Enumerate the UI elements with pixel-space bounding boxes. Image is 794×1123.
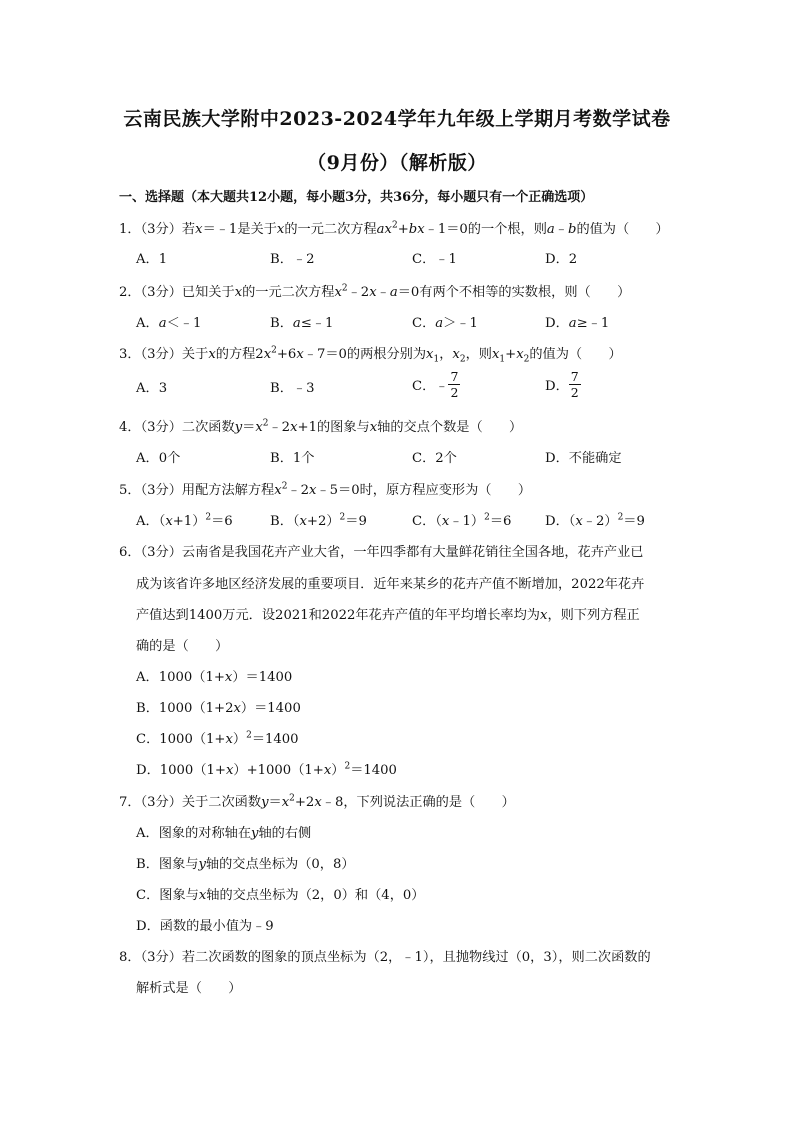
question-6-line4: 确的是（ ）: [136, 639, 229, 654]
q7-option-d: D．函数的最小值为﹣9: [136, 919, 274, 934]
question-2: 2．（3分）已知关于x的一元二次方程$x^2﹣2x﹣a=0$有两个不相等的实数根，则（ ）: [119, 283, 631, 300]
fraction: $\frac{7}{2}$: [450, 369, 459, 400]
q7-option-b: B．图象与y轴的交点坐标为（0，8）: [136, 857, 355, 872]
q2-option-c: C．a＞﹣1: [412, 316, 478, 331]
q6-option-a: A．1000（1+x）＝1400: [136, 670, 293, 685]
q4-option-c: C．2个: [412, 451, 457, 466]
q3-option-b: B．﹣3: [270, 381, 315, 396]
question-6-line3: 产值达到1400万元．设2021和2022年花卉产值的年平均增长率均为x，则下列方程正: [136, 608, 640, 623]
question-8-line1: 8．（3分）若二次函数的图象的顶点坐标为（2，﹣1），且抛物线过（0，3），则二次函数的: [119, 950, 651, 965]
question-3: 3．（3分）关于x的方程$2x^2+6x﹣7=0$的两根分别为$x_1$，$x_2$，则$x_1+x_2$的值为（ ）: [119, 345, 622, 365]
q2-option-d: D．a≥﹣1: [545, 316, 610, 331]
section-heading: 一、选择题（本大题共12小题，每小题3分，共36分，每小题只有一个正确选项）: [119, 190, 594, 205]
fraction: $\frac{7}{2}$: [570, 369, 579, 400]
exam-title-line1: 云南民族大学附中2023-2024学年九年级上学期月考数学试卷: [123, 108, 671, 130]
q6-option-d: D．$1000(1+x)+1000(1+x)^2=1400$: [136, 761, 397, 778]
q2-option-a: A．a＜﹣1: [136, 316, 202, 331]
q3-option-d: D． $\frac{7}{2}$: [545, 369, 579, 400]
question-1: 1．（3分）若x＝﹣1是关于x的一元二次方程$ax^2+bx﹣1=0$的一个根，则a﹣b的值为（ ）: [119, 220, 669, 237]
q1-option-a: A．1: [136, 252, 168, 267]
question-6-line2: 成为该省许多地区经济发展的重要项目．近年来某乡的花卉产值不断增加，2022年花卉: [136, 577, 645, 592]
q1-option-d: D．2: [545, 252, 578, 267]
question-7: 7．（3分）关于二次函数$y=x^2+2x﹣8$，下列说法正确的是（ ）: [119, 793, 515, 810]
q2-option-b: B．a≤﹣1: [270, 316, 334, 331]
question-4: 4．（3分）二次函数$y=x^2﹣2x+1$的图象与x轴的交点个数是（ ）: [119, 418, 523, 435]
question-6-line1: 6．（3分）云南省是我国花卉产业大省，一年四季都有大量鲜花销往全国各地，花卉产业已: [119, 545, 644, 560]
question-8-line2: 解析式是（ ）: [136, 981, 242, 996]
q1-option-b: B．﹣2: [270, 252, 315, 267]
q3-option-a: A．3: [136, 381, 168, 396]
q5-option-d: D．（x﹣2）$^2$＝9: [545, 512, 645, 529]
exam-title-line2: （9月份）（解析版）: [307, 152, 487, 174]
q1-option-c: C．﹣1: [412, 252, 457, 267]
q3-option-c: C．﹣ $\frac{7}{2}$: [412, 369, 459, 400]
q6-option-c: C．$1000(1+x)^2=1400$: [136, 730, 299, 747]
q6-option-b: B．1000（1+2x）＝1400: [136, 701, 301, 716]
q4-option-a: A．0个: [136, 451, 181, 466]
q7-option-c: C．图象与x轴的交点坐标为（2，0）和（4，0）: [136, 888, 425, 903]
q5-option-a: A．$(x+1)^2=6$: [136, 512, 233, 529]
question-5: 5．（3分）用配方法解方程$x^2﹣2x﹣5=0$时，原方程应变形为（ ）: [119, 481, 532, 498]
q4-option-b: B．1个: [270, 451, 315, 466]
q4-option-d: D．不能确定: [545, 451, 622, 466]
q7-option-a: A．图象的对称轴在y轴的右侧: [136, 826, 312, 841]
q5-option-b: B．$(x+2)^2=9$: [270, 512, 367, 529]
q5-option-c: C．（x﹣1）$^2$＝6: [412, 512, 512, 529]
